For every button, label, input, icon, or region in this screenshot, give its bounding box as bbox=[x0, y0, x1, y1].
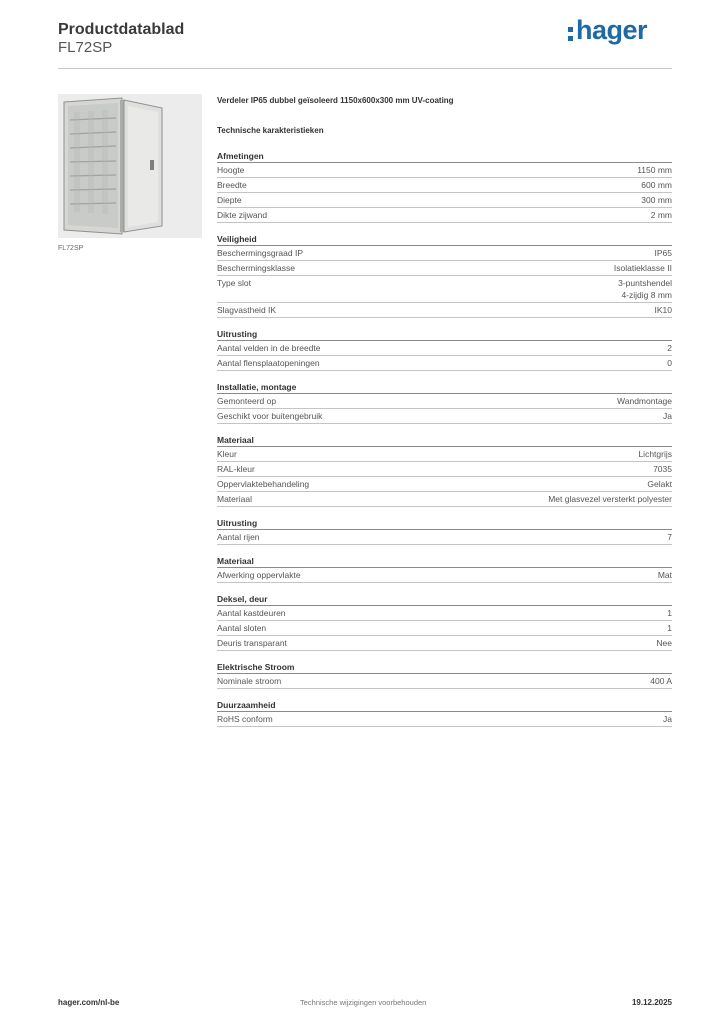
spec-value: IK10 bbox=[654, 305, 672, 315]
footer-website-link[interactable]: hager.com/nl-be bbox=[58, 998, 120, 1007]
product-code: FL72SP bbox=[58, 39, 113, 56]
spec-label: Aantal velden in de breedte bbox=[217, 343, 321, 353]
spec-label: Afwerking oppervlakte bbox=[217, 570, 301, 580]
page-title: Productdatablad bbox=[58, 21, 185, 38]
spec-label: Nominale stroom bbox=[217, 676, 282, 686]
spec-value: Wandmontage bbox=[617, 396, 672, 406]
spec-section bbox=[217, 382, 672, 424]
spec-value: Mat bbox=[657, 570, 672, 580]
spec-value: Ja bbox=[663, 714, 672, 724]
section-title: Deksel, deur bbox=[217, 594, 672, 606]
spec-section bbox=[217, 556, 672, 583]
spec-row bbox=[217, 636, 672, 651]
spec-section bbox=[217, 234, 672, 318]
logo-text: hager bbox=[576, 15, 648, 45]
spec-section bbox=[217, 329, 672, 371]
section-title: Installatie, montage bbox=[217, 382, 672, 394]
spec-row bbox=[217, 606, 672, 621]
spec-label: Diepte bbox=[217, 195, 242, 205]
spec-value: 0 bbox=[667, 358, 672, 368]
section-title: Uitrusting bbox=[217, 329, 672, 341]
spec-value: 300 mm bbox=[641, 195, 672, 205]
spec-value: Gelakt bbox=[647, 479, 672, 489]
spec-label: RoHS conform bbox=[217, 714, 273, 724]
spec-label: Deuris transparant bbox=[217, 638, 287, 648]
spec-row bbox=[217, 674, 672, 689]
section-title: Veiligheid bbox=[217, 234, 672, 246]
spec-row bbox=[217, 341, 672, 356]
logo-dots-icon bbox=[568, 27, 573, 41]
spec-row bbox=[217, 178, 672, 193]
spec-value: 400 A bbox=[650, 676, 672, 686]
section-title: Materiaal bbox=[217, 556, 672, 568]
spec-sections bbox=[217, 151, 672, 727]
spec-value: 7035 bbox=[653, 464, 672, 474]
spec-label: Beschermingsklasse bbox=[217, 263, 295, 273]
spec-value: 7 bbox=[667, 532, 672, 542]
spec-row bbox=[217, 447, 672, 462]
spec-label: Aantal kastdeuren bbox=[217, 608, 286, 618]
spec-label: Geschikt voor buitengebruik bbox=[217, 411, 323, 421]
section-title: Elektrische Stroom bbox=[217, 662, 672, 674]
spec-row bbox=[217, 712, 672, 727]
spec-row bbox=[217, 163, 672, 178]
spec-label: Slagvastheid IK bbox=[217, 305, 277, 315]
spec-value: 1 bbox=[667, 623, 672, 633]
spec-value: 1 bbox=[667, 608, 672, 618]
spec-section bbox=[217, 151, 672, 223]
spec-row bbox=[217, 462, 672, 477]
spec-label: Beschermingsgraad IP bbox=[217, 248, 303, 258]
spec-section bbox=[217, 518, 672, 545]
product-description: Verdeler IP65 dubbel geïsoleerd 1150x600x300 mm UV-coating bbox=[217, 96, 454, 105]
section-title: Afmetingen bbox=[217, 151, 672, 163]
spec-label: Breedte bbox=[217, 180, 247, 190]
spec-row bbox=[217, 568, 672, 583]
section-title: Materiaal bbox=[217, 435, 672, 447]
spec-row bbox=[217, 492, 672, 507]
spec-label: Dikte zijwand bbox=[217, 210, 268, 220]
spec-label: Oppervlaktebehandeling bbox=[217, 479, 310, 489]
spec-section bbox=[217, 662, 672, 689]
section-title: Uitrusting bbox=[217, 518, 672, 530]
spec-label: RAL-kleur bbox=[217, 464, 255, 474]
spec-section bbox=[217, 594, 672, 651]
spec-row bbox=[217, 276, 672, 303]
spec-row bbox=[217, 409, 672, 424]
section-title: Duurzaamheid bbox=[217, 700, 672, 712]
spec-row bbox=[217, 208, 672, 223]
spec-label: Kleur bbox=[217, 449, 237, 459]
spec-row bbox=[217, 621, 672, 636]
spec-label: Type slot bbox=[217, 278, 252, 288]
image-caption: FL72SP bbox=[58, 245, 84, 252]
spec-section bbox=[217, 435, 672, 507]
spec-value: 3-puntshendel 4-zijdig 8 mm bbox=[618, 278, 672, 300]
spec-label: Materiaal bbox=[217, 494, 252, 504]
spec-value: IP65 bbox=[654, 248, 672, 258]
footer-notice: Technische wijzigingen voorbehouden bbox=[300, 998, 427, 1007]
spec-row bbox=[217, 193, 672, 208]
spec-value: 600 mm bbox=[641, 180, 672, 190]
hager-logo[interactable] bbox=[568, 17, 647, 44]
spec-row bbox=[217, 261, 672, 276]
spec-row bbox=[217, 477, 672, 492]
spec-content bbox=[217, 96, 672, 738]
spec-row bbox=[217, 394, 672, 409]
spec-label: Hoogte bbox=[217, 165, 245, 175]
spec-value: Lichtgrijs bbox=[638, 449, 672, 459]
spec-value: 1150 mm bbox=[637, 165, 672, 175]
spec-row bbox=[217, 356, 672, 371]
spec-row bbox=[217, 303, 672, 318]
footer-date: 19.12.2025 bbox=[631, 998, 672, 1007]
spec-label: Aantal rijen bbox=[217, 532, 260, 542]
cabinet-photo-icon bbox=[58, 94, 202, 238]
spec-row bbox=[217, 246, 672, 261]
spec-label: Gemonteerd op bbox=[217, 396, 277, 406]
spec-value: Isolatieklasse II bbox=[613, 263, 672, 273]
header-divider bbox=[58, 68, 672, 69]
spec-row bbox=[217, 530, 672, 545]
spec-value: Met glasvezel versterkt polyester bbox=[548, 494, 672, 504]
spec-section bbox=[217, 700, 672, 727]
spec-label: Aantal sloten bbox=[217, 623, 267, 633]
tech-heading: Technische karakteristieken bbox=[217, 126, 324, 135]
spec-value: 2 bbox=[667, 343, 672, 353]
spec-label: Aantal flensplaatopeningen bbox=[217, 358, 320, 368]
spec-value: Ja bbox=[663, 411, 672, 421]
spec-value: Nee bbox=[656, 638, 672, 648]
spec-value: 2 mm bbox=[650, 210, 672, 220]
